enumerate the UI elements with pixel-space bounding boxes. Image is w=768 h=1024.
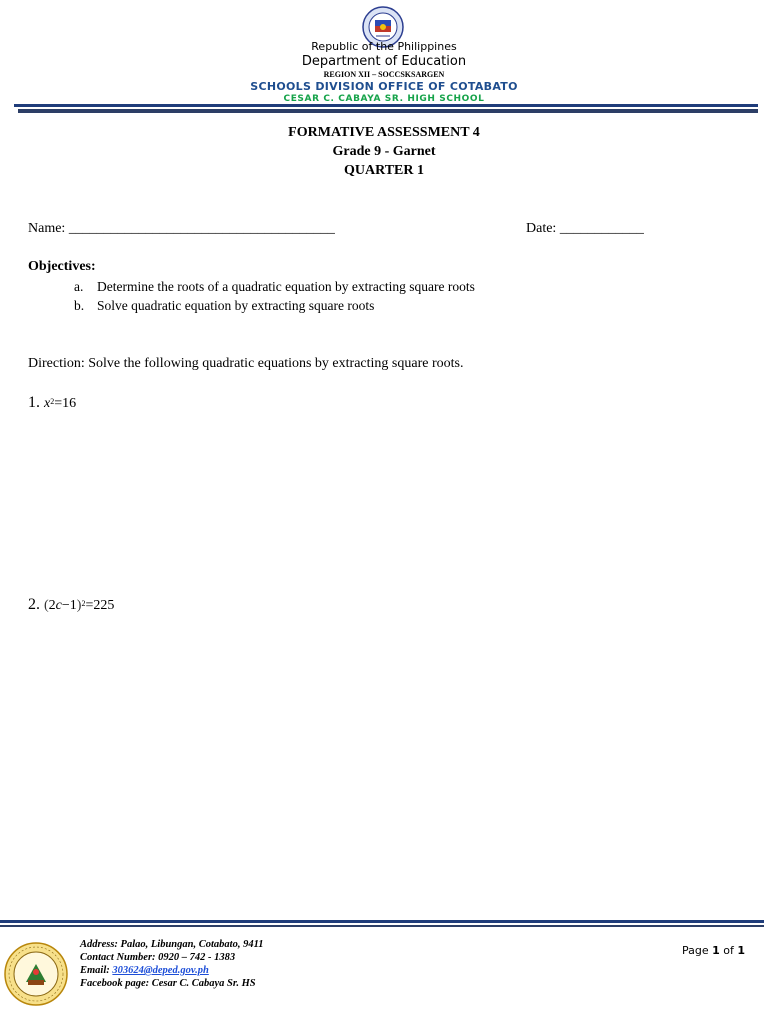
page-label: Page xyxy=(682,944,713,957)
close-paren: ) xyxy=(76,598,82,613)
objectives-heading: Objectives: xyxy=(28,259,96,274)
equation xyxy=(44,396,76,411)
open-paren: ( xyxy=(44,598,49,613)
page-current: 1 xyxy=(712,944,720,957)
objective-marker: a. xyxy=(74,279,84,294)
quarter-label: QUARTER 1 xyxy=(343,163,424,178)
objective-item xyxy=(74,279,475,295)
question-number: 2. xyxy=(28,596,40,613)
inner-variable: c xyxy=(55,598,62,613)
name-field[interactable]: Name: ______________________________________ xyxy=(28,221,335,236)
department-label: Department of Education xyxy=(301,54,467,69)
footer-facebook: Facebook page: Cesar C. Cabaya Sr. HS xyxy=(80,978,256,989)
page-total: 1 xyxy=(737,944,746,957)
school-logo-icon xyxy=(4,942,68,1006)
school-name: CESAR C. CABAYA SR. HIGH SCHOOL xyxy=(283,94,485,104)
footer-email xyxy=(80,965,209,976)
footer-contact: Contact Number: 0920 – 742 - 1383 xyxy=(80,952,236,963)
objective-text: Determine the roots of a quadratic equation by extracting square roots xyxy=(97,279,475,294)
inner-coefficient: 2 xyxy=(48,598,56,613)
region-label: REGION XII – SOCCSKSARGEN xyxy=(323,70,445,79)
republic-label: Republic of the Philippines xyxy=(311,40,457,53)
page-number xyxy=(682,944,745,957)
objective-item xyxy=(74,298,374,314)
page-of: of xyxy=(719,944,738,957)
question-number: 1. xyxy=(28,394,40,411)
equation-rhs: =225 xyxy=(85,598,115,613)
header-divider-shadow xyxy=(18,109,758,113)
question-2 xyxy=(28,596,114,614)
inner-rest: −1 xyxy=(61,598,77,613)
objective-text: Solve quadratic equation by extracting square roots xyxy=(97,298,375,313)
grade-section: Grade 9 - Garnet xyxy=(332,144,436,159)
direction-text: Direction: Solve the following quadratic equations by extracting square roots. xyxy=(28,356,464,371)
footer-divider xyxy=(0,920,764,923)
email-label: Email: xyxy=(80,965,113,976)
header-divider xyxy=(14,104,758,107)
equation-variable: x xyxy=(44,396,51,411)
date-field[interactable]: Date: ____________ xyxy=(526,221,644,236)
footer-address: Address: Palao, Libungan, Cotabato, 9411 xyxy=(80,939,264,950)
equation-exponent: 2 xyxy=(50,397,55,406)
email-link[interactable]: 303624@deped.gov.ph xyxy=(112,965,209,976)
equation-exponent: 2 xyxy=(81,599,86,608)
assessment-title: FORMATIVE ASSESSMENT 4 xyxy=(288,125,480,140)
equation xyxy=(44,598,114,613)
division-label: SCHOOLS DIVISION OFFICE OF COTABATO xyxy=(250,80,518,93)
objective-marker: b. xyxy=(74,298,85,313)
footer-divider-shadow xyxy=(0,925,764,927)
equation-rhs: =16 xyxy=(54,396,77,411)
question-1 xyxy=(28,394,76,412)
